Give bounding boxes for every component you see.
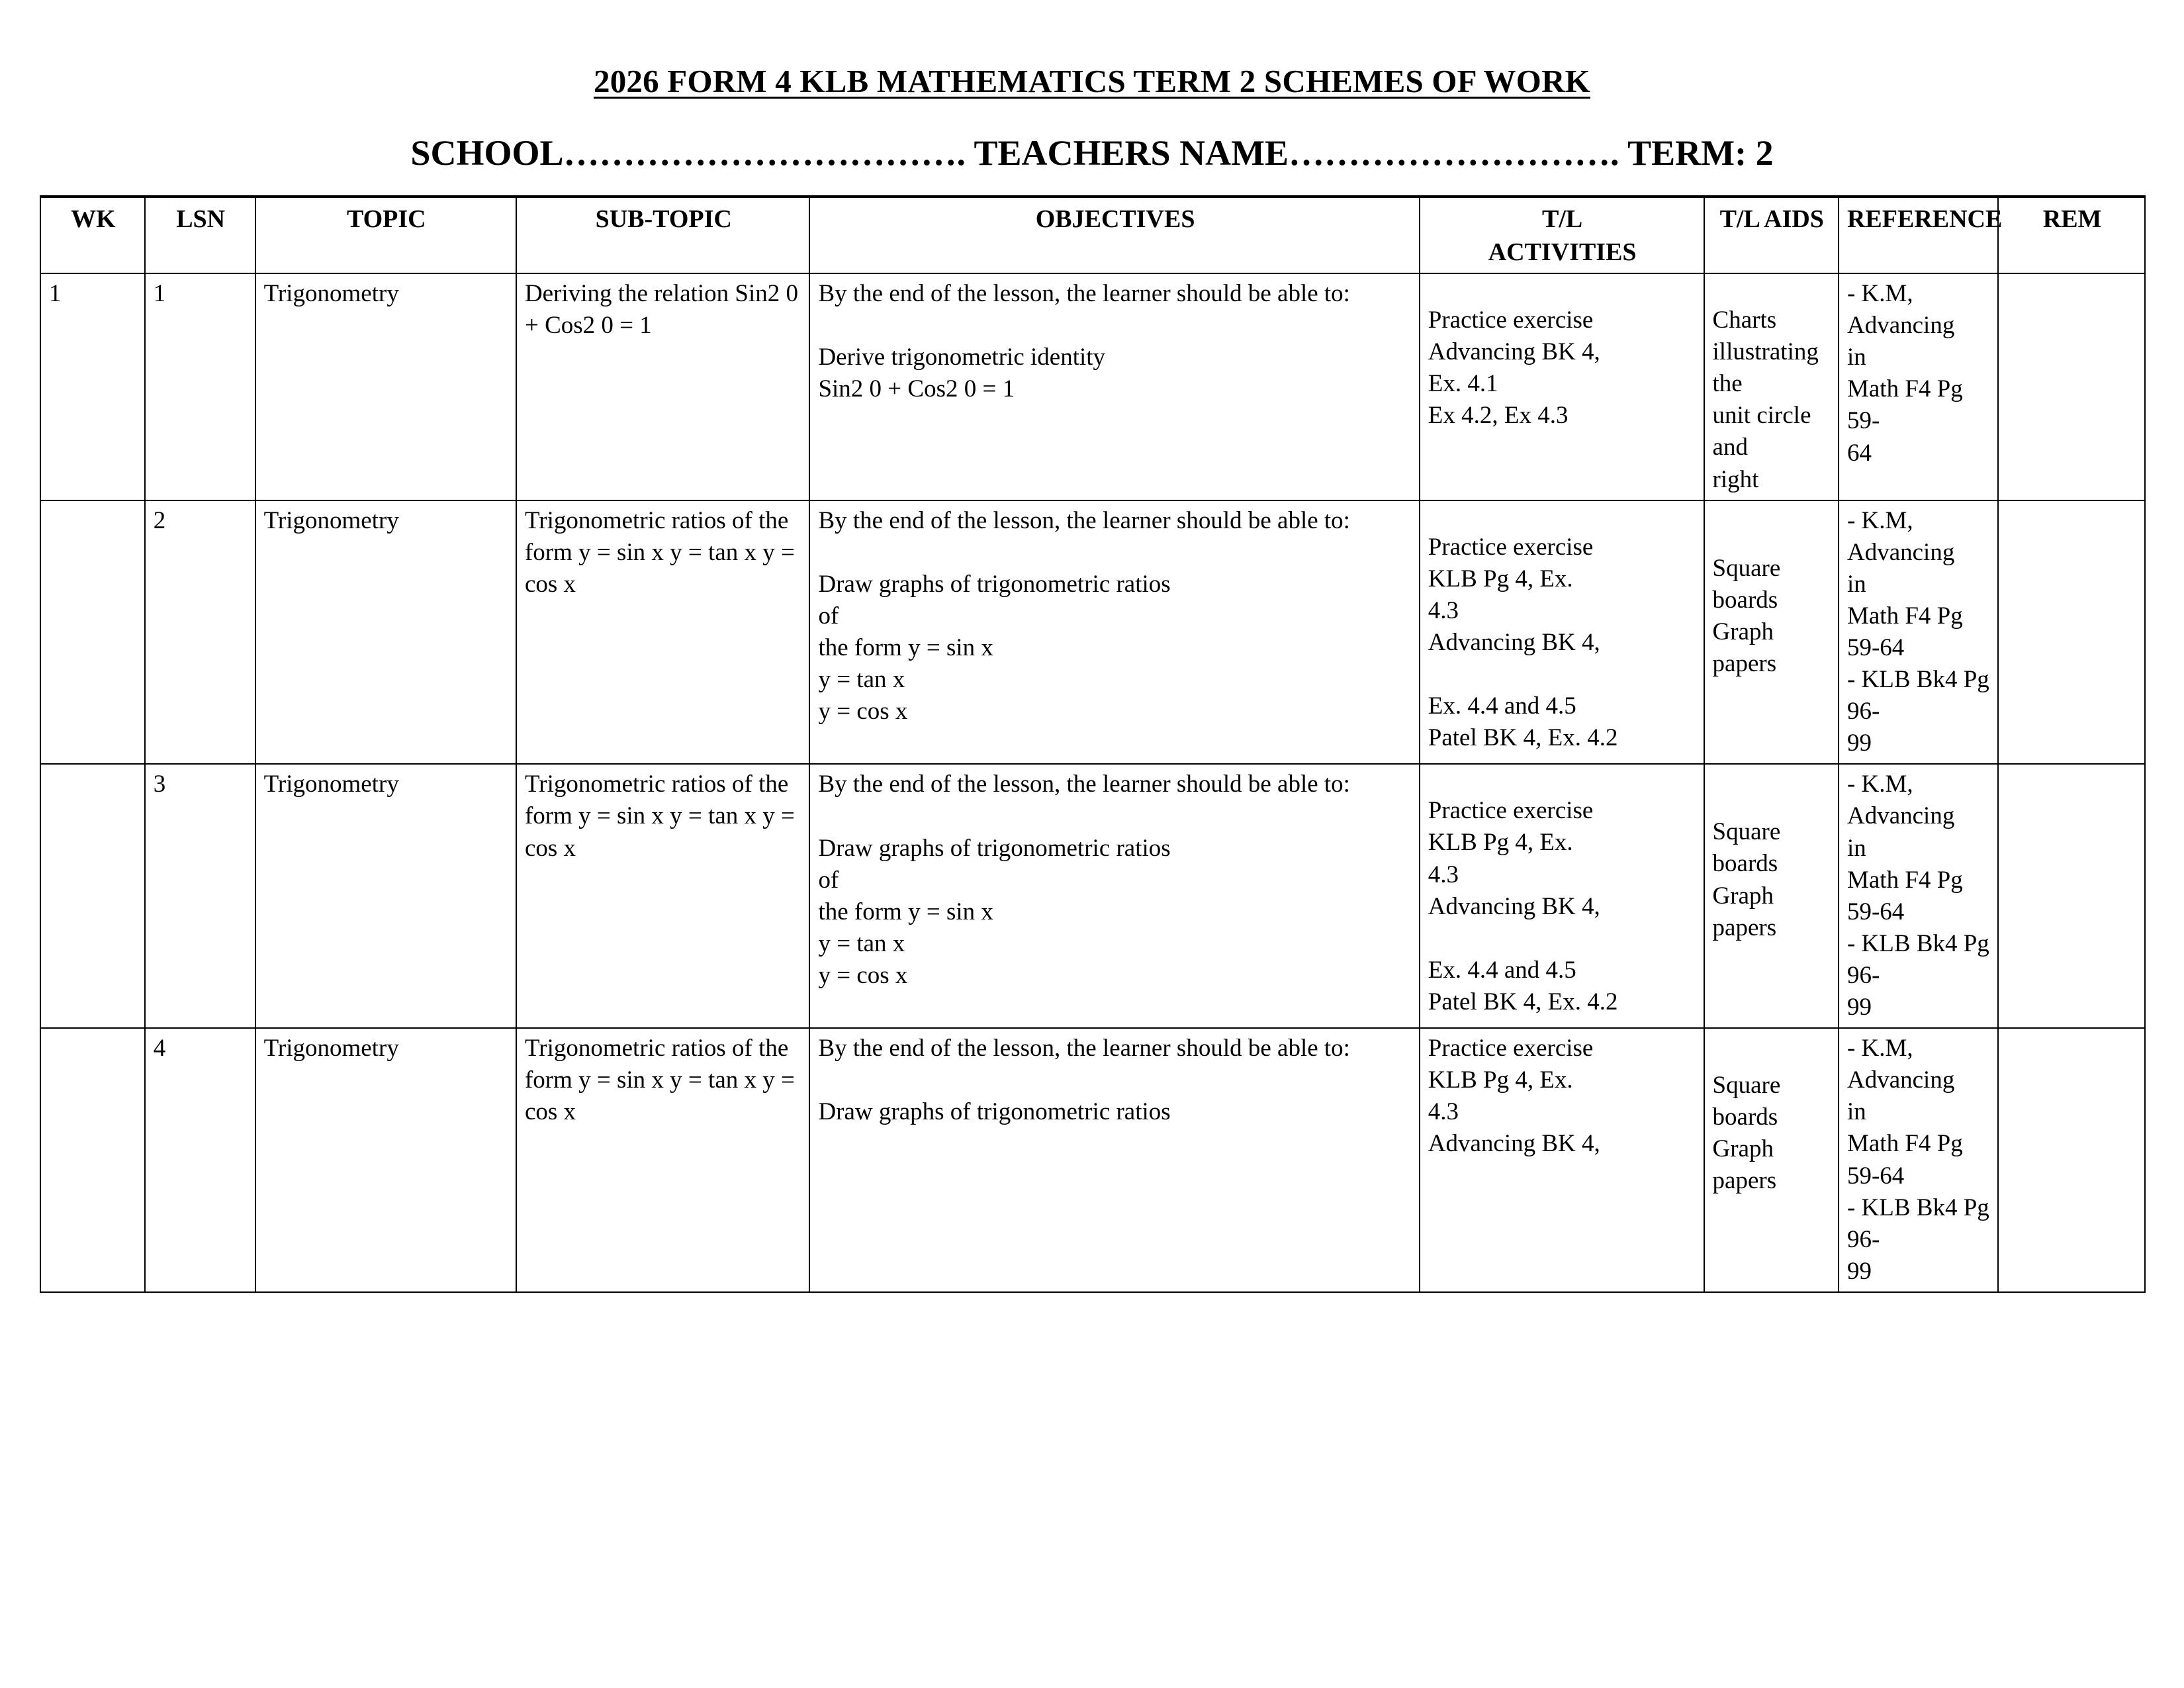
cell-rem [1998,500,2145,765]
objectives-line-1: Draw graphs of trigonometric ratios [818,834,1171,862]
activities-line-1: Practice exercise [1428,306,1594,334]
cell-tl-activities [1420,273,1704,500]
objectives-line-2: Sin2 0 + Cos2 0 = 1 [818,375,1015,403]
cell-wk [40,1028,145,1292]
cell-wk: 1 [40,273,145,500]
objectives-line-4: y = tan x [818,929,905,957]
schemes-of-work-table [40,195,2146,1293]
aids-line-2: Graph papers [1712,1135,1780,1195]
cell-subtopic: Trigonometric ratios of the form y = sin x y = tan x y = cos x [516,500,810,765]
cell-lsn: 2 [145,500,255,765]
cell-subtopic: Trigonometric ratios of the form y = sin x y = tan x y = cos x [516,764,810,1028]
column-header-wk: WK [40,197,145,273]
tl-activities-header-line-2: ACTIVITIES [1488,238,1637,266]
reference-line-4: 64 [1846,439,1872,467]
activities-line-2: KLB Pg 4, Ex. [1428,565,1573,592]
cell-topic: Trigonometry [255,1028,516,1292]
objectives-line-4: y = tan x [818,666,905,694]
activities-line-1: Practice exercise [1428,1035,1594,1062]
page-title [0,0,2184,99]
column-header-subtopic: SUB-TOPIC [516,197,810,273]
activities-line-6: Patel BK 4, Ex. 4.2 [1428,724,1618,752]
objectives-line-1: Draw graphs of trigonometric ratios [818,1098,1171,1126]
aids-line-2: Graph papers [1712,882,1780,941]
objectives-line-1: Draw graphs of trigonometric ratios [818,570,1171,598]
cell-reference [1839,273,1998,500]
activities-line-2: KLB Pg 4, Ex. [1428,829,1573,857]
reference-line-4: - KLB Bk4 Pg 96- [1846,666,1996,726]
table-row [40,500,2145,765]
activities-line-1: Practice exercise [1428,533,1594,561]
cell-reference [1839,1028,1998,1292]
activities-line-3: Ex. 4.1 [1428,370,1498,398]
cell-rem [1998,273,2145,500]
activities-line-4: Advancing BK 4, [1428,628,1600,656]
aids-line-4: right [1712,465,1759,493]
objectives-spacer [818,1064,1412,1096]
activities-line-2: Advancing BK 4, [1428,338,1600,366]
objectives-line-5: y = cos x [818,698,908,726]
page-subtitle: SCHOOL……………………………. TEACHERS NAME………………………. TERM: 2 [410,132,1774,173]
objectives-intro: By the end of the lesson, the learner should be able to: [818,771,1350,798]
objectives-line-5: y = cos x [818,961,908,989]
reference-line-2: in [1846,570,1866,598]
objectives-line-1: Derive trigonometric identity [818,344,1106,371]
cell-objectives [809,764,1419,1028]
objectives-intro: By the end of the lesson, the learner should be able to: [818,1035,1350,1062]
aids-line-1: Charts [1712,306,1777,334]
aids-line-1: Square boards [1712,1072,1787,1131]
reference-line-3: Math F4 Pg 59- [1846,375,1969,435]
column-header-lsn: LSN [145,197,255,273]
cell-lsn: 3 [145,764,255,1028]
activities-line-4: Advancing BK 4, [1428,1130,1600,1158]
objectives-intro: By the end of the lesson, the learner should be able to: [818,280,1350,308]
cell-lsn: 4 [145,1028,255,1292]
cell-reference [1839,764,1998,1028]
objectives-line-3: the form y = sin x [818,634,993,661]
column-header-tl-aids: T/L AIDS [1704,197,1839,273]
column-header-rem: REM [1998,197,2145,273]
column-header-topic: TOPIC [255,197,516,273]
reference-line-4: - KLB Bk4 Pg 96- [1846,929,1996,989]
cell-objectives [809,500,1419,765]
reference-line-3: Math F4 Pg 59-64 [1846,602,1969,661]
activities-line-4: Advancing BK 4, [1428,892,1600,920]
activities-line-4: Ex 4.2, Ex 4.3 [1428,402,1569,430]
activities-line-6: Patel BK 4, Ex. 4.2 [1428,988,1618,1015]
activities-line-5: Ex. 4.4 and 4.5 [1428,956,1576,984]
cell-lsn: 1 [145,273,255,500]
reference-line-2: in [1846,344,1866,371]
table-row [40,764,2145,1028]
activities-line-5: Ex. 4.4 and 4.5 [1428,692,1576,720]
cell-reference [1839,500,1998,765]
column-header-reference: REFERENCE [1839,197,1998,273]
objectives-spacer [818,310,1412,342]
activities-line-3: 4.3 [1428,861,1459,888]
activities-line-2: KLB Pg 4, Ex. [1428,1066,1573,1094]
reference-line-1: - K.M, Advancing [1846,1035,1955,1094]
table-row [40,1028,2145,1292]
table-header-row [40,197,2145,273]
cell-tl-activities [1420,1028,1704,1292]
cell-objectives [809,1028,1419,1292]
reference-line-5: 99 [1846,729,1872,757]
aids-line-2: illustrating the [1712,338,1825,398]
objectives-intro: By the end of the lesson, the learner should be able to: [818,506,1350,534]
aids-line-3: unit circle and [1712,402,1817,461]
aids-line-1: Square boards [1712,554,1787,614]
aids-line-1: Square boards [1712,818,1787,878]
activities-line-1: Practice exercise [1428,797,1594,825]
reference-line-3: Math F4 Pg 59-64 [1846,866,1969,925]
column-header-objectives: OBJECTIVES [809,197,1419,273]
activities-spacer [1428,659,1697,690]
objectives-spacer [818,800,1412,832]
cell-subtopic: Deriving the relation Sin2 0 + Cos2 0 = 1 [516,273,810,500]
activities-line-3: 4.3 [1428,1098,1459,1126]
page-title-text: 2026 FORM 4 KLB MATHEMATICS TERM 2 SCHEMES OF WORK [594,63,1590,99]
cell-rem [1998,1028,2145,1292]
activities-spacer [1428,923,1697,955]
tl-activities-header-line-1: T/L [1542,205,1583,234]
activities-line-3: 4.3 [1428,596,1459,624]
cell-wk [40,764,145,1028]
reference-line-5: 99 [1846,994,1872,1021]
schemes-of-work-table-wrap [0,195,2184,1293]
reference-line-2: in [1846,1098,1866,1126]
cell-tl-activities [1420,764,1704,1028]
cell-topic: Trigonometry [255,764,516,1028]
objectives-line-2: of [818,866,839,894]
objectives-spacer [818,537,1412,569]
cell-objectives [809,273,1419,500]
cell-topic: Trigonometry [255,273,516,500]
cell-tl-aids [1704,1028,1839,1292]
reference-line-1: - K.M, Advancing [1846,771,1955,830]
cell-subtopic: Trigonometric ratios of the form y = sin x y = tan x y = cos x [516,1028,810,1292]
reference-line-2: in [1846,834,1866,862]
reference-line-5: 99 [1846,1257,1872,1285]
reference-line-1: - K.M, Advancing [1846,506,1955,566]
table-row [40,273,2145,500]
reference-line-4: - KLB Bk4 Pg 96- [1846,1194,1996,1253]
reference-line-1: - K.M, Advancing [1846,280,1955,340]
reference-line-3: Math F4 Pg 59-64 [1846,1130,1969,1190]
cell-topic: Trigonometry [255,500,516,765]
cell-rem [1998,764,2145,1028]
objectives-line-2: of [818,602,839,630]
objectives-line-3: the form y = sin x [818,898,993,925]
cell-tl-aids [1704,273,1839,500]
aids-line-2: Graph papers [1712,618,1780,677]
cell-tl-aids [1704,764,1839,1028]
column-header-tl-activities [1420,197,1704,273]
cell-tl-aids [1704,500,1839,765]
cell-tl-activities [1420,500,1704,765]
cell-wk [40,500,145,765]
